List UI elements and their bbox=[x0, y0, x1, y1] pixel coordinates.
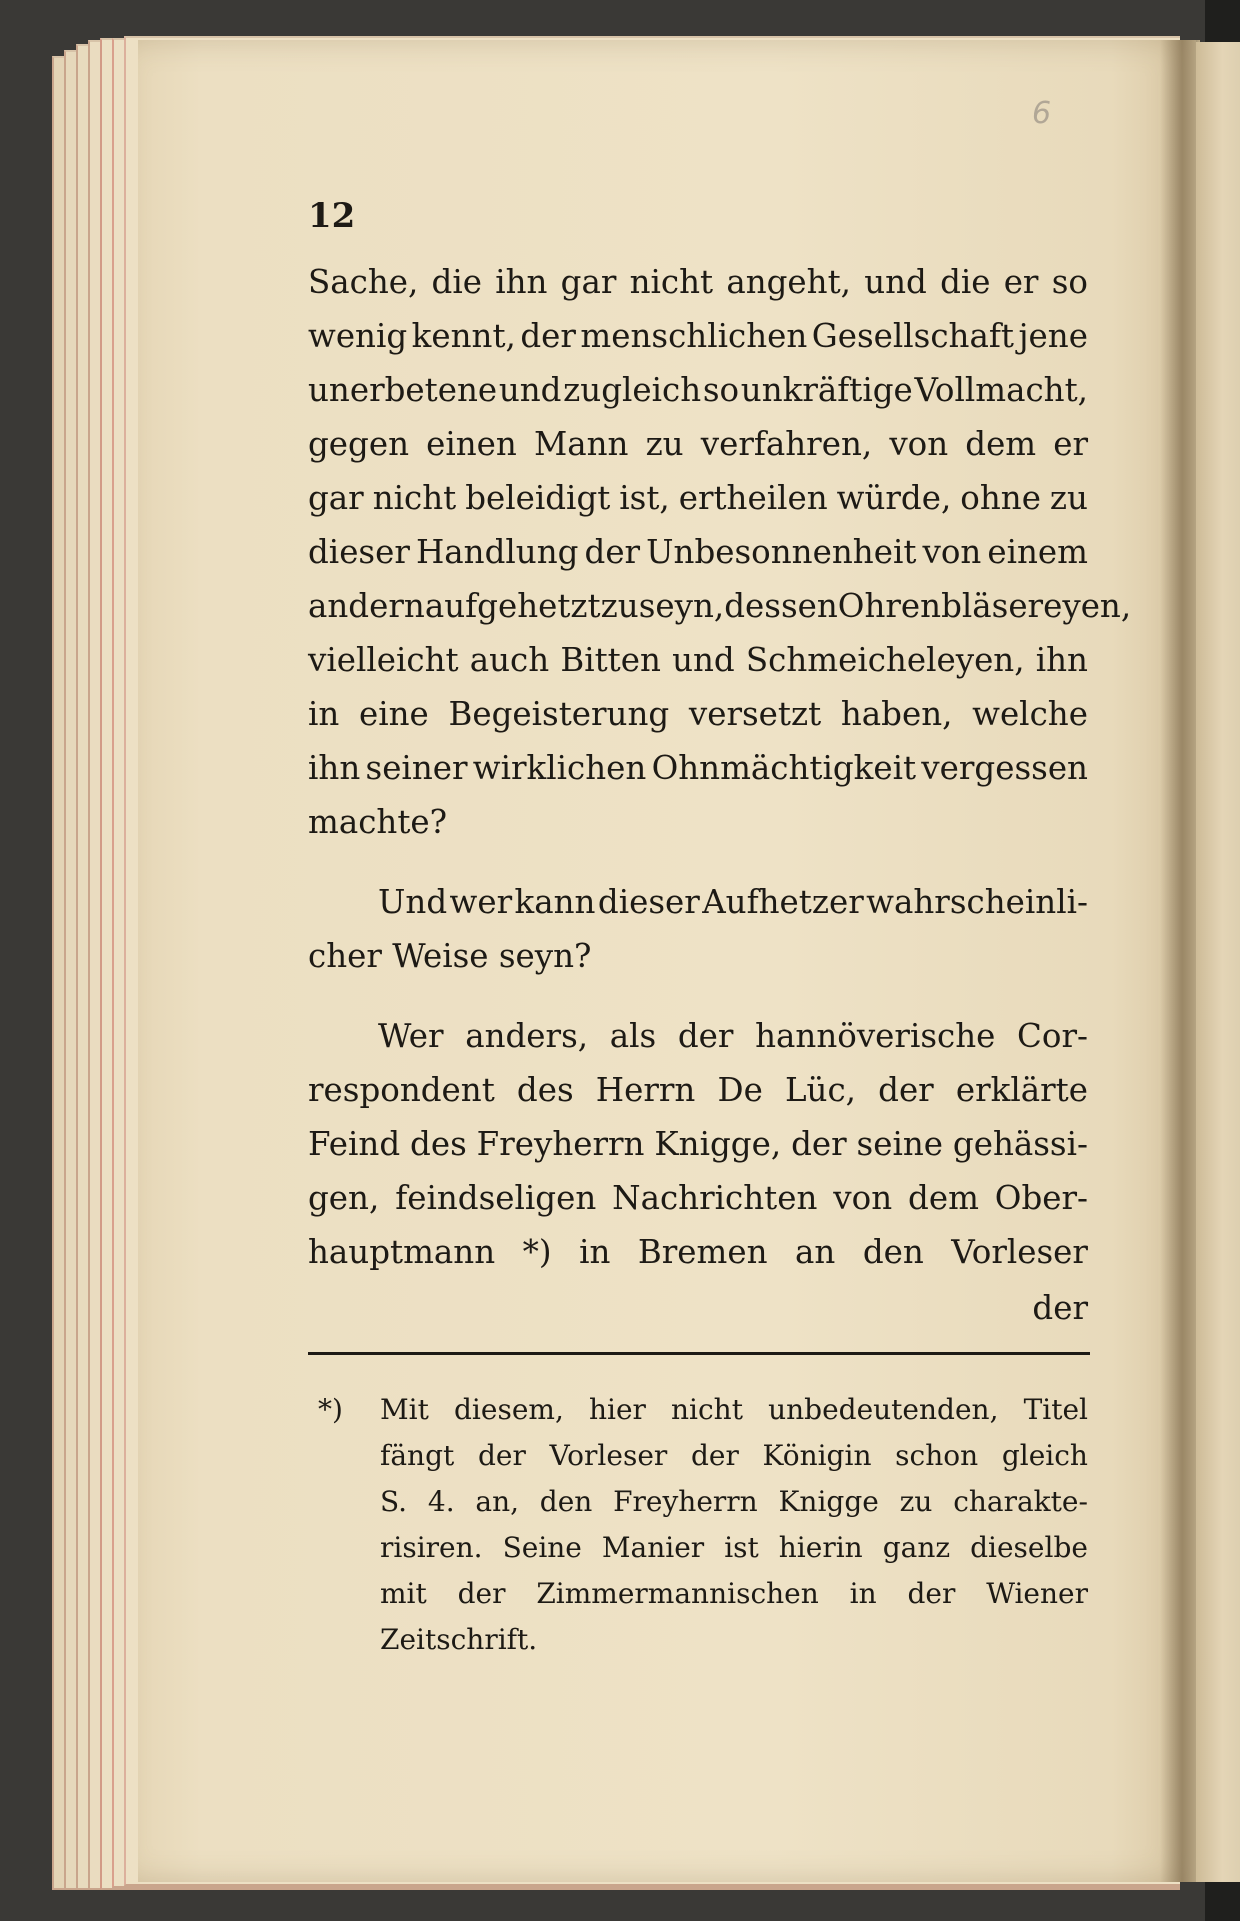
gutter-shadow bbox=[1160, 40, 1200, 1882]
body-line: machte? bbox=[308, 803, 448, 841]
body-line: vielleicht auch Bitten und Schmeicheleyen, ihn bbox=[308, 641, 1088, 679]
body-line: dieser Handlung der Unbesonnenheit von einem bbox=[308, 533, 1088, 571]
paragraph3-line: Wer anders, als der hannöverische Cor- bbox=[378, 1017, 1088, 1055]
footnote-line: fängt der Vorleser der Königin schon gleich bbox=[380, 1439, 1088, 1472]
paragraph2-line: Und wer kann dieser Aufhetzer wahrscheinli- bbox=[378, 883, 1088, 921]
body-line: andern aufgehetzt zu seyn, dessen Ohrenbläsereyen, bbox=[308, 587, 1132, 625]
footnote-line: S. 4. an, den Freyherrn Knigge zu charakte- bbox=[380, 1485, 1088, 1518]
paragraph3-line: Feind des Freyherrn Knigge, der seine gehässi- bbox=[308, 1125, 1088, 1163]
paragraph3-line: hauptmann *) in Bremen an den Vorleser bbox=[308, 1233, 1088, 1271]
catchword: der bbox=[1032, 1289, 1088, 1327]
footnote-line: Zeitschrift. bbox=[380, 1623, 538, 1656]
body-line: unerbetene und zugleich so unkräftige Vollmacht, bbox=[308, 371, 1088, 409]
pencil-mark: 6 bbox=[1032, 96, 1052, 131]
body-line: gegen einen Mann zu verfahren, von dem er bbox=[308, 425, 1088, 463]
footnote-mark: *) bbox=[318, 1393, 343, 1426]
body-line: ihn seiner wirklichen Ohnmächtigkeit vergessen bbox=[308, 749, 1088, 787]
body-line: wenig kennt, der menschlichen Gesellschaft jene bbox=[308, 317, 1088, 355]
paragraph3-line: respondent des Herrn De Lüc, der erklärte bbox=[308, 1071, 1088, 1109]
paragraph2-line: cher Weise seyn? bbox=[308, 937, 592, 975]
body-line: in eine Begeisterung versetzt haben, welche bbox=[308, 695, 1088, 733]
body-line: Sache, die ihn gar nicht angeht, und die er so bbox=[308, 263, 1088, 301]
footnote-line: mit der Zimmermannischen in der Wiener bbox=[380, 1577, 1088, 1610]
footnote-line: risiren. Seine Manier ist hierin ganz dieselbe bbox=[380, 1531, 1088, 1564]
body-line: gar nicht beleidigt ist, ertheilen würde, ohne zu bbox=[308, 479, 1088, 517]
footnote-rule bbox=[308, 1352, 1090, 1355]
footnote-line: Mit diesem, hier nicht unbedeutenden, Titel bbox=[380, 1393, 1088, 1426]
next-page-sliver bbox=[1196, 42, 1240, 1882]
page-number: 12 bbox=[308, 196, 356, 236]
paragraph3-line: gen, feindseligen Nachrichten von dem Ober- bbox=[308, 1179, 1088, 1217]
